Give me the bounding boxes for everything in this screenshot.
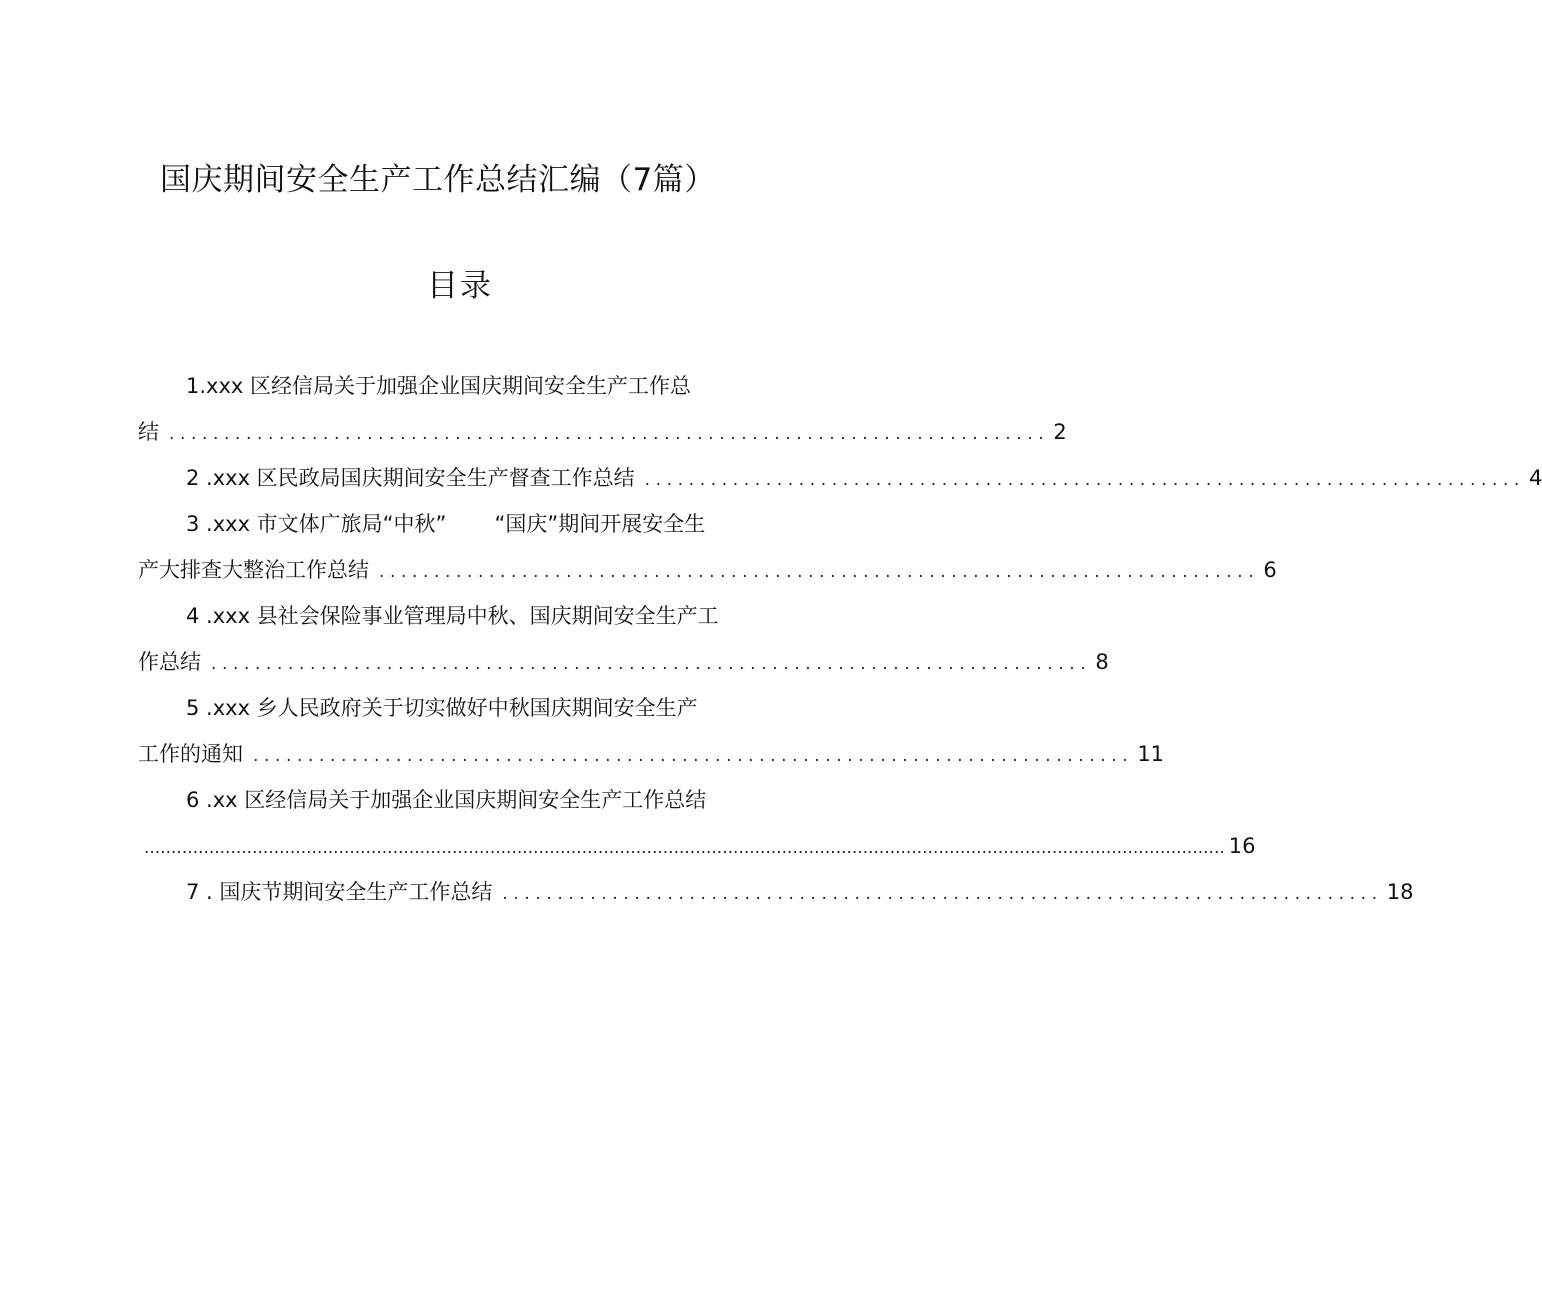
toc-entry-3-title-part-b: “国庆”期间开展安全生 (494, 512, 706, 536)
toc-entry-1-line-2[interactable] (138, 409, 1067, 455)
toc-entry-5-title: 5 .xxx 乡人民政府关于切实做好中秋国庆期间安全生产 (186, 696, 698, 720)
dot-leader: ........................................................................................................................................................................................................ (144, 838, 1225, 858)
toc-entry-3-line-2[interactable] (138, 547, 1277, 593)
dot-leader: ................................................................................ (502, 884, 1383, 904)
toc-entry-6-title: 6 .xx 区经信局关于加强企业国庆期间安全生产工作总结 (186, 788, 707, 812)
toc-entry-1-title-cont: 结 (138, 420, 159, 444)
toc-entry-2[interactable] (138, 455, 1542, 501)
dot-leader: ................................................................................ (644, 470, 1525, 490)
toc-entry-5-title-cont: 工作的通知 (138, 742, 243, 766)
toc-entry-4-line-2[interactable] (138, 639, 1109, 685)
toc-entry-7-page: 18 (1386, 880, 1414, 904)
toc-entry-4-page: 8 (1095, 650, 1109, 674)
toc-entry-4-line-1[interactable] (138, 593, 774, 639)
toc-entry-4-title-cont: 作总结 (138, 650, 201, 674)
toc-entry-3-title-part-a: 3 .xxx 市文体广旅局“中秋” (186, 512, 447, 536)
toc-entry-3-line-1[interactable] (138, 501, 774, 547)
toc-entry-5-line-1[interactable] (138, 685, 774, 731)
dot-leader: ................................................................................ (379, 562, 1260, 582)
toc-entry-6-line-2[interactable] (138, 823, 1256, 869)
toc-entry-6-page: 16 (1228, 834, 1256, 858)
toc-entry-2-title: 2 .xxx 区民政局国庆期间安全生产督查工作总结 (186, 466, 635, 490)
dot-leader: ................................................................................ (169, 424, 1050, 444)
toc-entry-6-line-1[interactable] (138, 777, 774, 823)
toc-entry-3-page: 6 (1263, 558, 1277, 582)
document-title: 国庆期间安全生产工作总结汇编（7篇） (160, 162, 716, 198)
toc-entry-1-line-1[interactable] (138, 363, 774, 409)
toc-entry-5-page: 11 (1137, 742, 1165, 766)
table-of-contents (138, 363, 1542, 915)
toc-entry-7[interactable] (138, 869, 1414, 915)
toc-entry-4-title: 4 .xxx 县社会保险事业管理局中秋、国庆期间安全生产工 (186, 604, 719, 628)
toc-entry-2-page: 4 (1528, 466, 1542, 490)
toc-entry-1-page: 2 (1053, 420, 1067, 444)
toc-entry-7-title: 7 . 国庆节期间安全生产工作总结 (186, 880, 493, 904)
toc-entry-3-title-cont: 产大排查大整治工作总结 (138, 558, 369, 582)
toc-entry-5-line-2[interactable] (138, 731, 1165, 777)
toc-heading: 目录 (427, 268, 493, 304)
dot-leader: ................................................................................ (211, 654, 1092, 674)
toc-entry-1-title: 1.xxx 区经信局关于加强企业国庆期间安全生产工作总 (186, 374, 691, 398)
dot-leader: ................................................................................ (253, 746, 1134, 766)
